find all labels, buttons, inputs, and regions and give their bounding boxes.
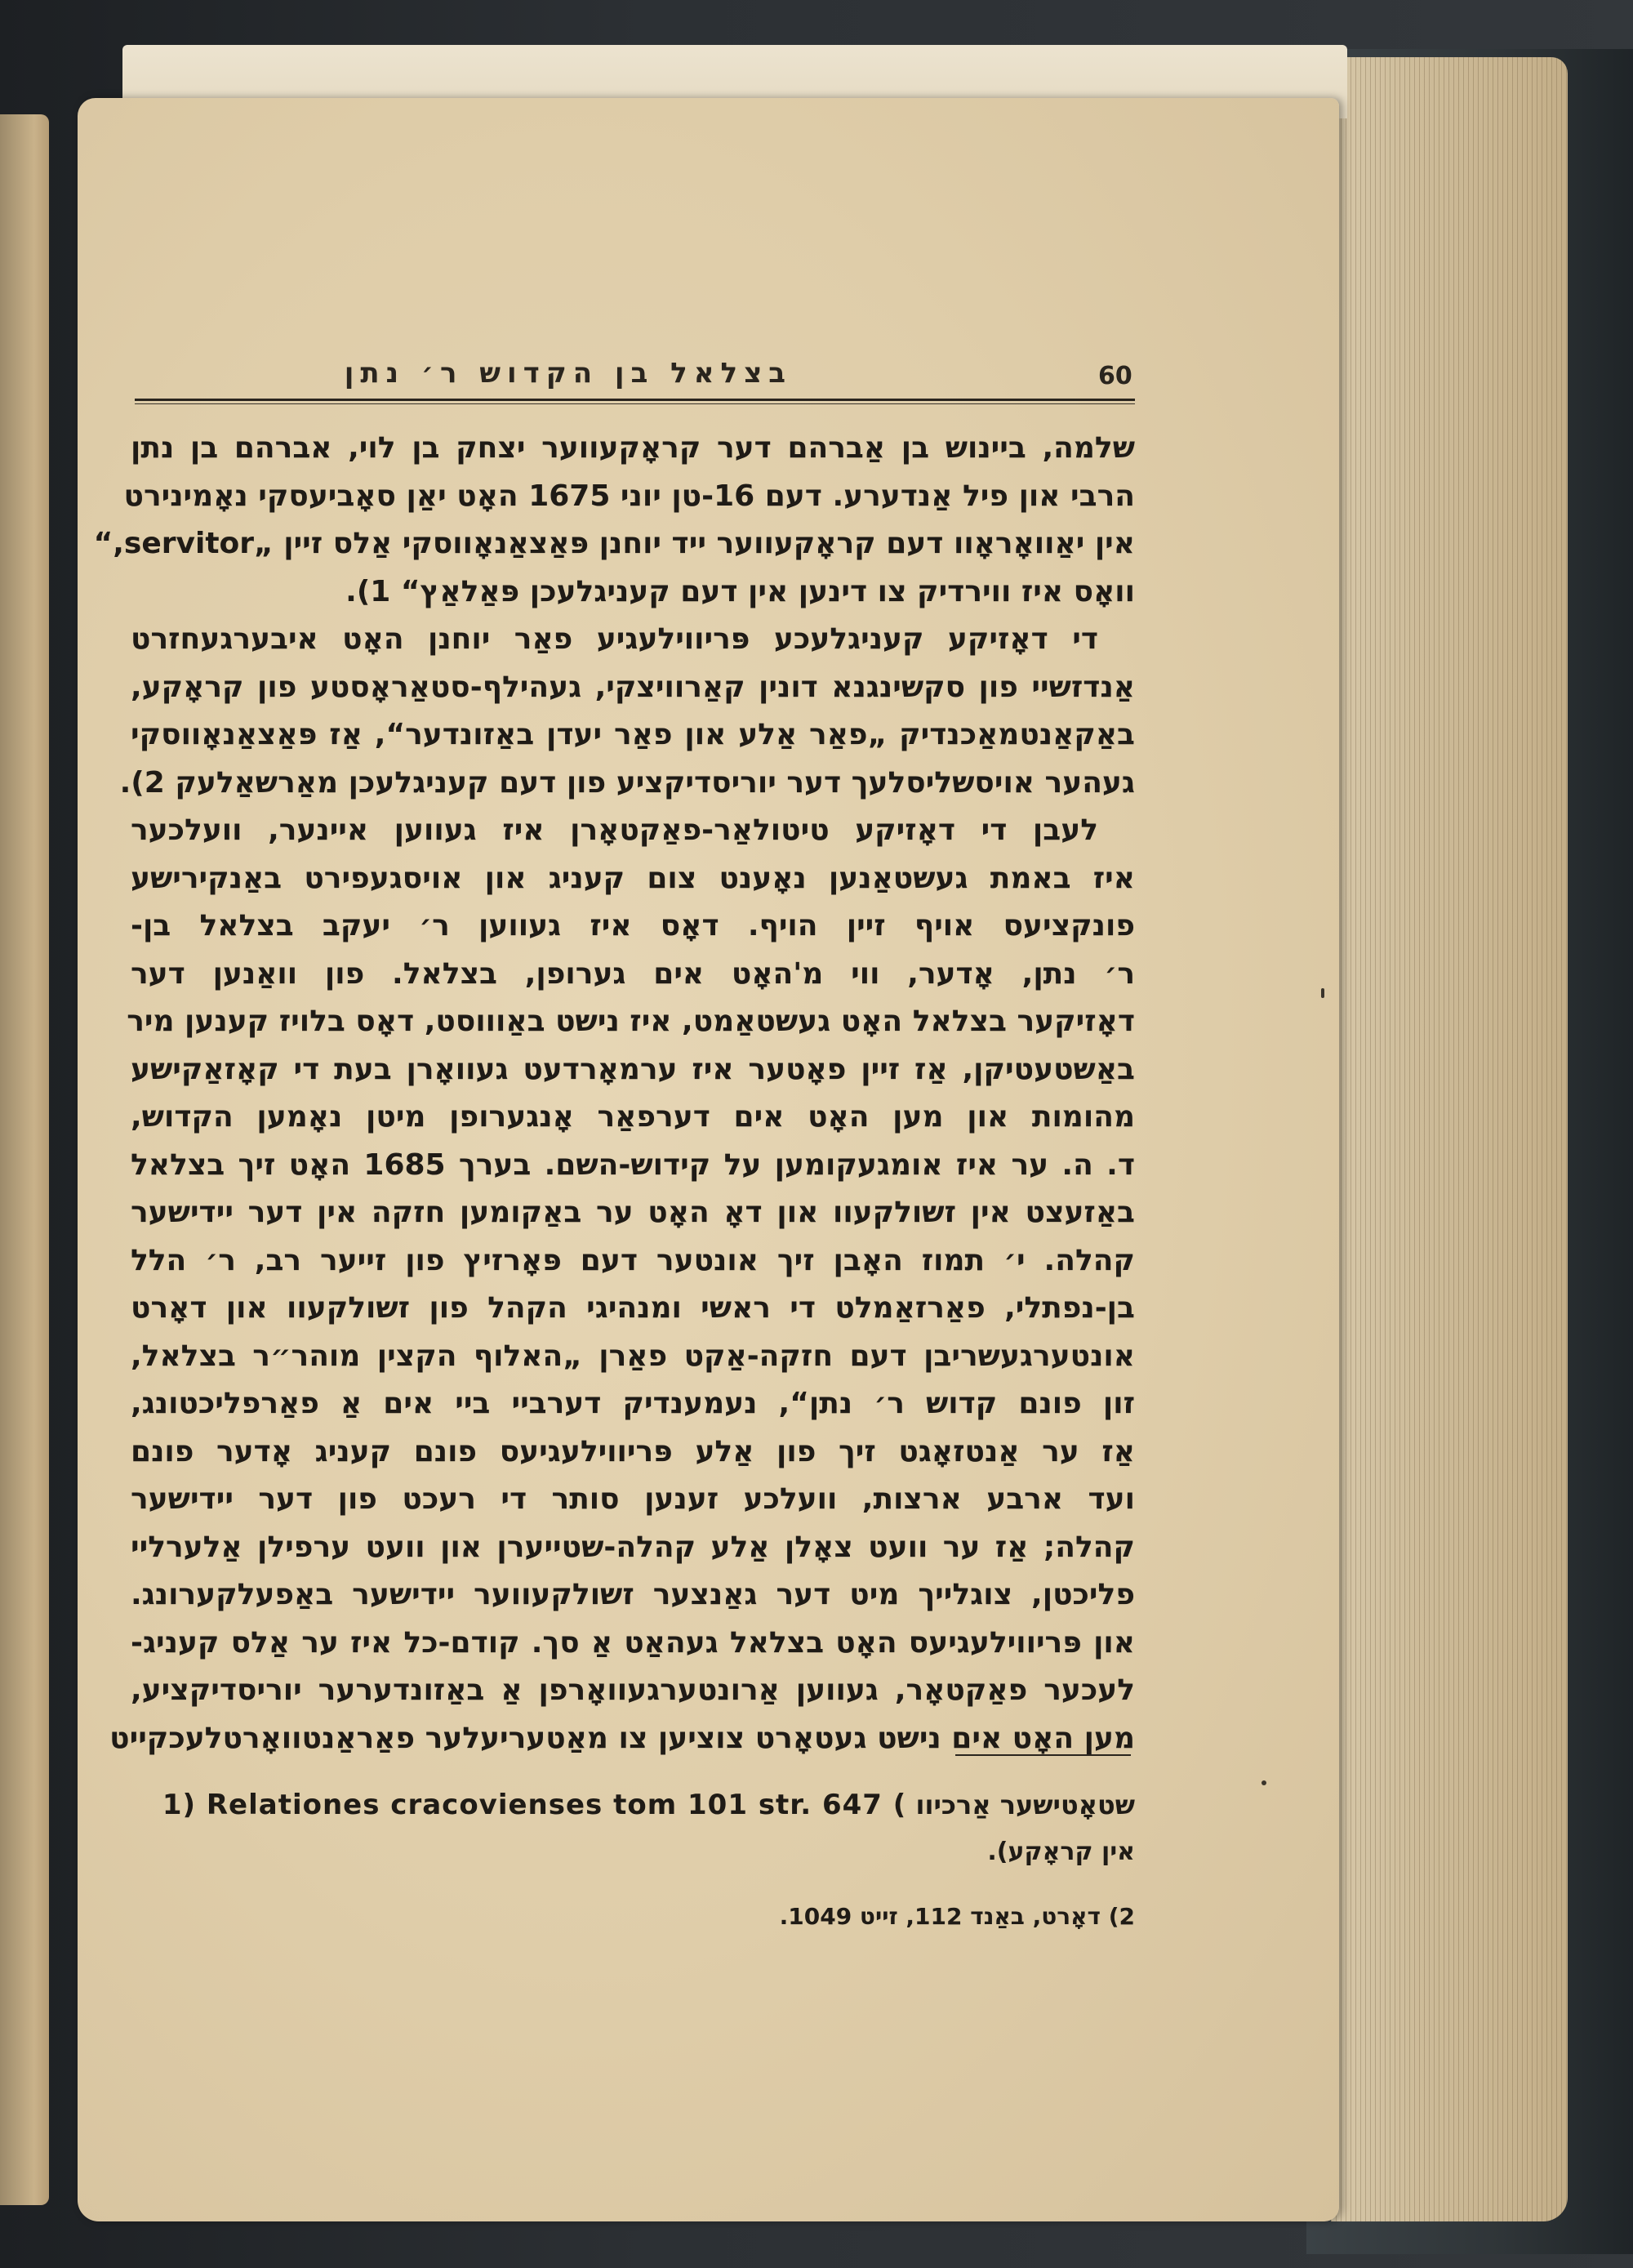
text-line: וואָס איז ווירדיק צו דינען אין דעם קעניגלעכן פּאַלאַץ“ 1). — [345, 574, 1135, 608]
text-line: לעבן די דאָזיקע טיטולאַר-פאַקטאָרן איז געווען איינער, וועלכער — [131, 813, 1098, 847]
paper-speck — [1261, 1780, 1266, 1785]
text-line: די דאָזיקע קעניגלעכע פּריווילעגיע פאַר יוחנן האָט איבערגעחזרט — [131, 622, 1098, 656]
footnote-2: 2) דאָרט, באַנד 112, זייט 1049. — [779, 1903, 1135, 1930]
text-line: פונקציעס אויף זיין הויף. דאָס איז געווען ר׳ יעקב בצלאל בן- — [131, 909, 1135, 942]
page-number: 60 — [1098, 362, 1132, 390]
paper-mark — [1321, 988, 1324, 998]
text-line: הרבי און פיל אַנדערע. דעם 16-טן יוני 1675 האָט יאַן סאָביעסקי נאָמינירט — [123, 479, 1135, 513]
text-line: באַשטעטיקן, אַז זיין פאָטער איז ערמאָרדעט געוואָרן בעת די קאָזאַקישע — [131, 1052, 1135, 1086]
text-line: געהער אויסשליסלעך דער יוריסדיקציע פון דעם קעניגלעכן מאַרשאַלעק 2). — [119, 765, 1135, 800]
text-line: אונטערגעשריבן דעם חזקה-אַקט פאַרן „האלוף הקצין מוהר״ר בצלאל, — [131, 1339, 1135, 1373]
text-line: קהלה. י׳ תמוז האָבן זיך אונטער דעם פּאָרזיץ פון זייער רב, ר׳ הלל — [131, 1243, 1135, 1277]
text-line: קהלה; אַז ער וועט צאָלן אַלע קהלה-שטייערן און וועט ערפילן אַלערליי — [131, 1530, 1135, 1564]
text-line: אַז ער אַנטזאָגט זיך פון אַלע פּריווילעגיעס פונם קעניג אָדער פונם — [131, 1434, 1135, 1468]
text-line: און פּריווילעגיעס האָט בצלאל געהאַט אַ סך. קודם-כל איז ער אַלס קעניג- — [131, 1625, 1135, 1660]
left-page-edge — [0, 114, 49, 2205]
text-line: דאָזיקער בצלאל האָט געשטאַמט, איז נישט באַוווסט, דאָס בלויז קענען מיר — [127, 1005, 1135, 1038]
header-rule — [135, 399, 1135, 401]
text-line: מהומות און מען האָט אים דערפאַר אָנגערופן מיטן נאָמען הקדוש, — [131, 1100, 1135, 1134]
header-rule-thin — [135, 403, 1135, 404]
text-line: פליכטן, צוגלייך מיט דער גאַנצער זשולקעווער יידישער באַפעלקערונג. — [131, 1578, 1135, 1611]
text-line: אין יאַוואָראָוו דעם קראָקעווער ייד יוחנן פּאַצאַנאָווסקי אַלס זיין „servitor,“ — [93, 527, 1135, 560]
footnote-1-continuation: אין קראָקע). — [987, 1838, 1135, 1866]
text-line: באַזעצט אין זשולקעוו און דאָ האָט ער באַקומען חזקה אין דער יידישער — [131, 1196, 1135, 1229]
running-head — [135, 347, 1135, 404]
text-line: באַקאַנטמאַכנדיק „פאַר אַלע און פאַר יעדן באַזונדער“, אַז פּאַצאַנאָווסקי — [131, 718, 1135, 751]
text-line: מען האָט אים נישט געטאָרט צוציען צו מאַטעריעלער פאַראַנטוואָרטלעכקייט — [109, 1721, 1135, 1755]
footnote-1-latin: 1) Relationes cracovienses tom 101 str. 647 ( — [162, 1789, 907, 1821]
text-line: זון פונם קדוש ר׳ נתן“, נעמענדיק דערביי ביי אים אַ פאַרפליכטונג, — [131, 1387, 1135, 1420]
footnote-rule — [955, 1754, 1131, 1756]
running-title: בצלאל בן הקדוש ר׳ נתן — [344, 357, 792, 390]
text-line: ר׳ נתן, אָדער, ווי מ'האָט אים גערופן, בצלאל. פון וואַנען דער — [131, 956, 1135, 991]
page-block-edges — [1331, 57, 1568, 2221]
text-line: אַנדזשיי פון סקשינגנא דונין קאַרוויצקי, געהילף-סטאַראָסטע פון קראָקע, — [131, 670, 1135, 704]
footnote-1 — [162, 1789, 1135, 1821]
text-line: שלמה, ביינוש בן אַברהם דער קראָקעווער יצחק בן לוי, אברהם בן נתן — [131, 431, 1135, 465]
text-line: לעכער פאַקטאָר, געווען אַרונטערגעוואָרפן אַ באַזונדערער יוריסדיקציע, — [131, 1673, 1135, 1707]
footnote-1-hebrew: שטאָטישער אַרכיוו — [915, 1789, 1135, 1820]
text-line: ועד ארבע ארצות, וועלכע זענען סותר די רעכט פון דער יידישער — [131, 1482, 1135, 1516]
body-text — [93, 425, 1135, 1762]
text-line: ד. ה. ער איז אומגעקומען על קידוש-השם. בערך 1685 האָט זיך בצלאל — [131, 1147, 1135, 1182]
text-line: איז באמת געשטאַנען נאָענט צום קעניג און אויסגעפירט באַנקירישע — [131, 861, 1135, 895]
text-line: בן-נפתלי, פאַרזאַמלט די ראשי ומנהיגי הקהל פון זשולקעוו און דאָרט — [131, 1291, 1135, 1325]
